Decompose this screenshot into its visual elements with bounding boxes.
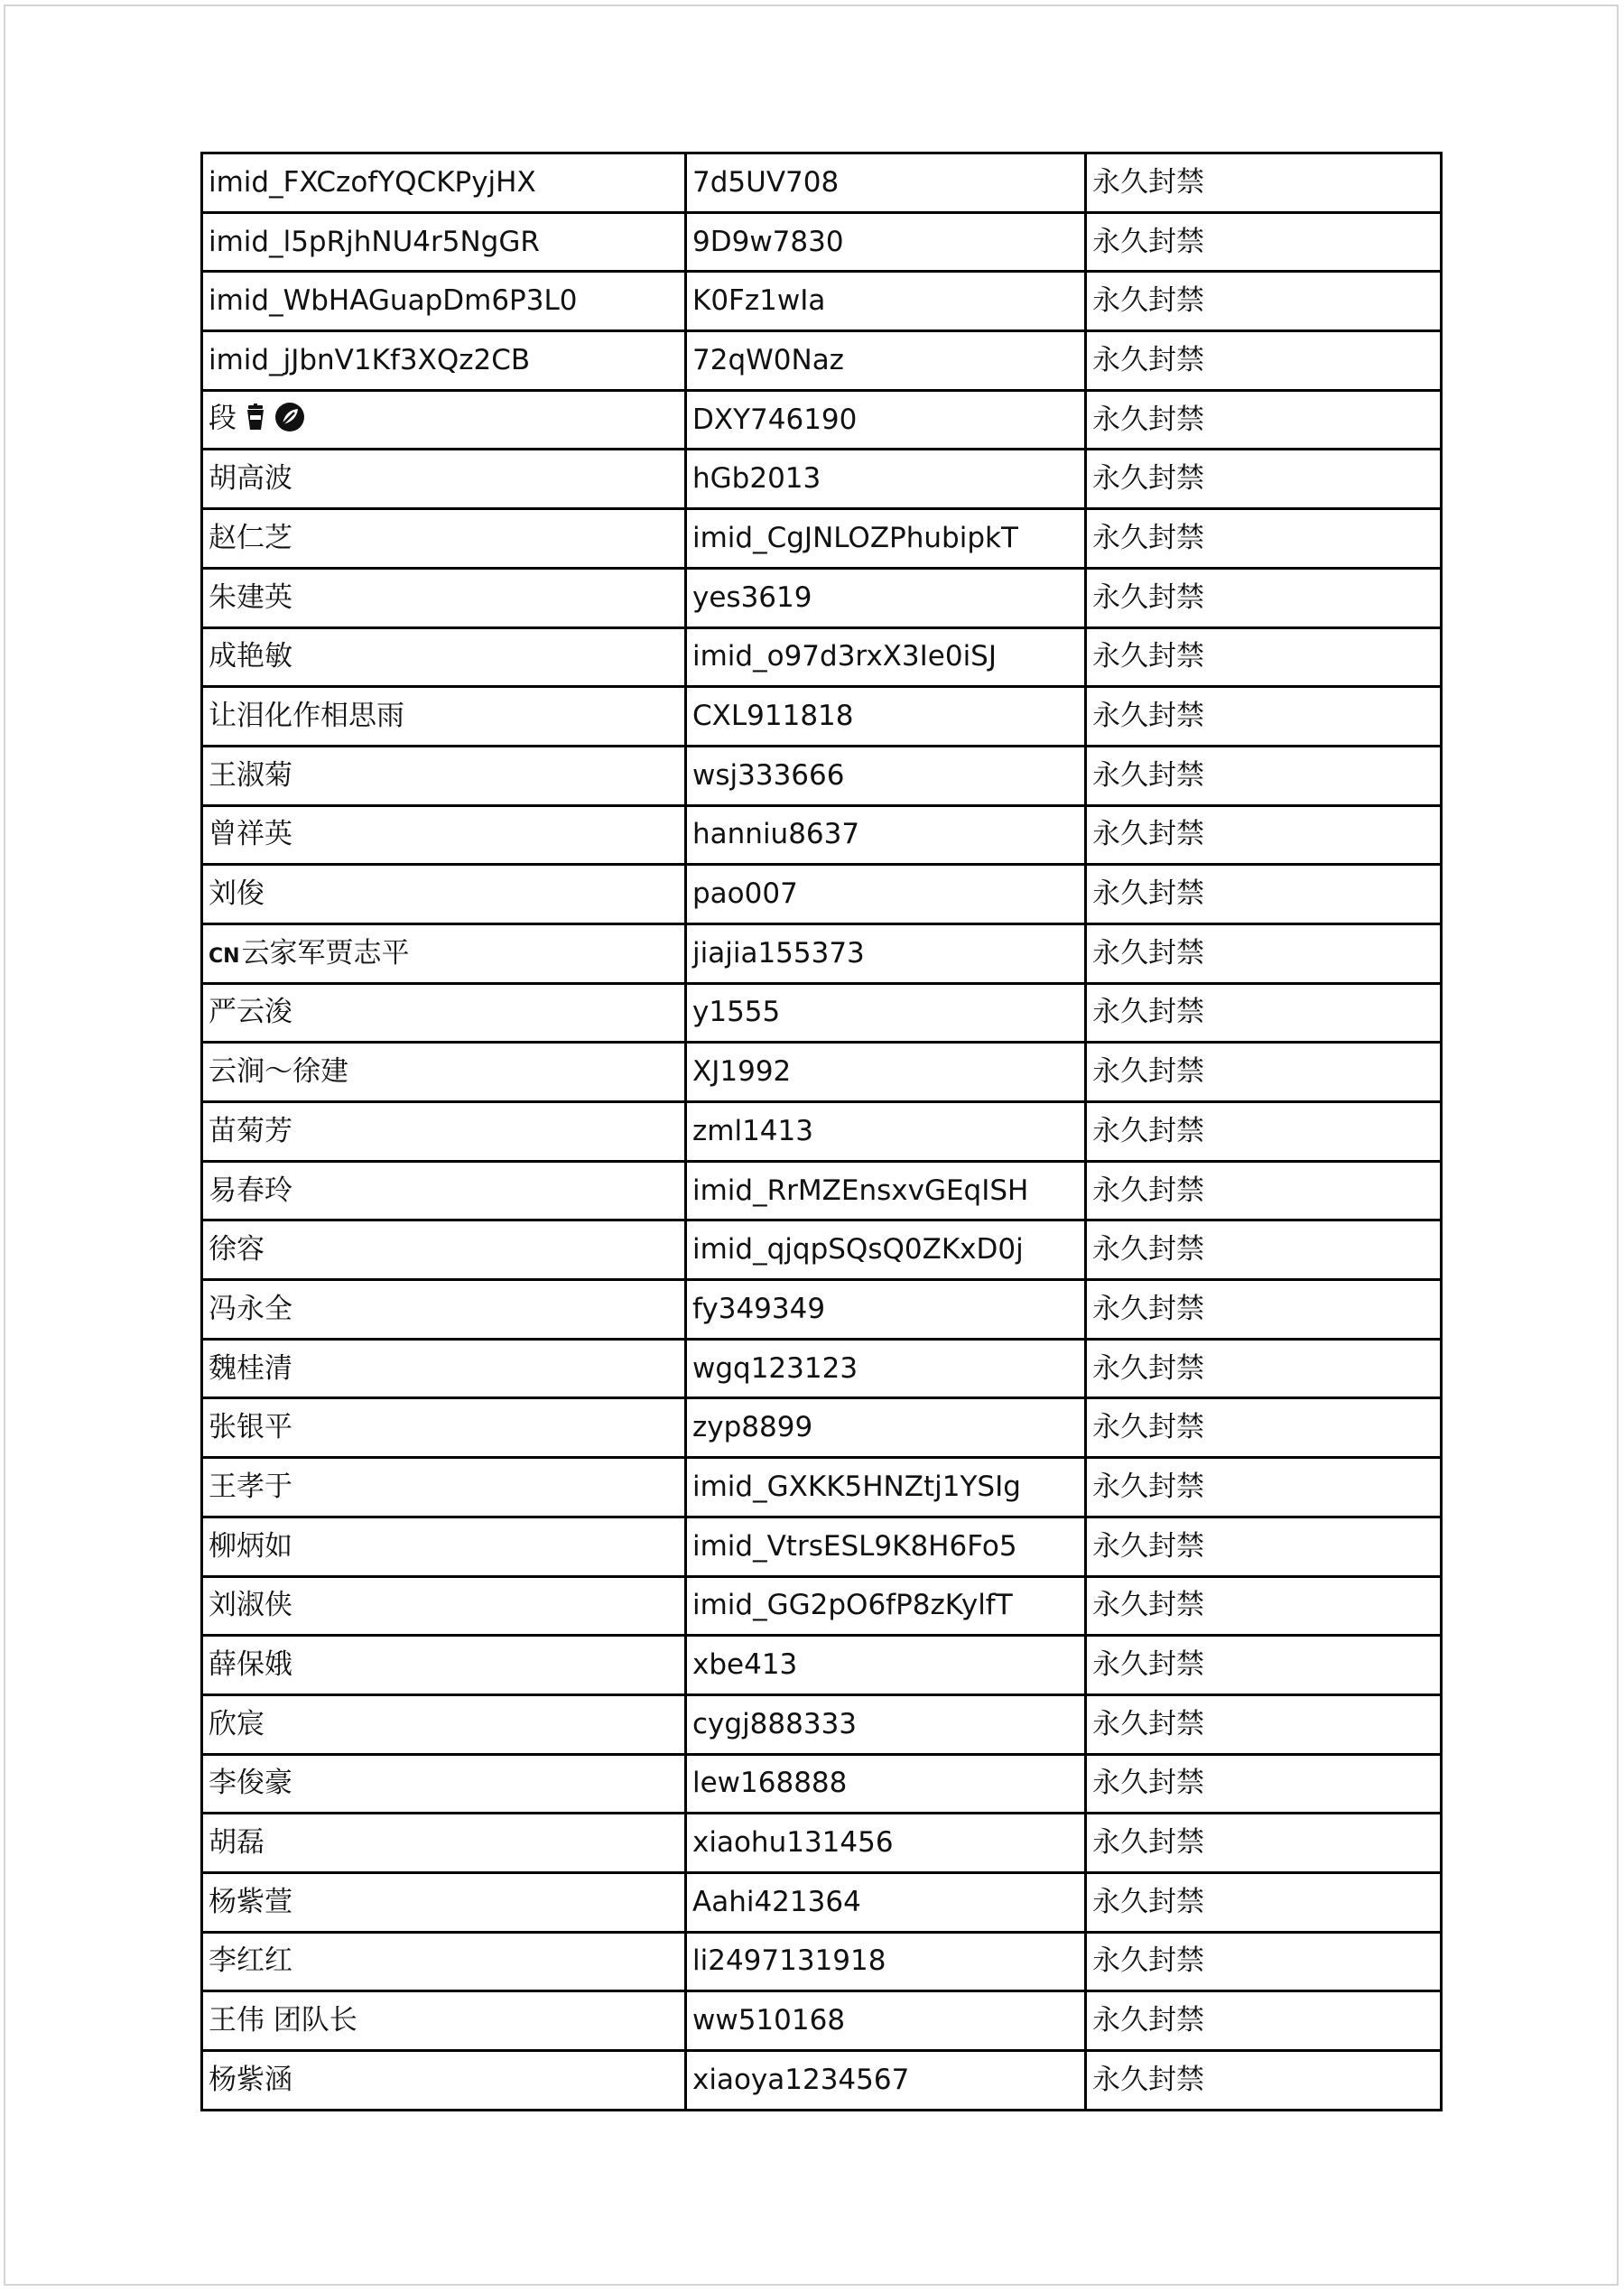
status-cell [1086, 1517, 1442, 1576]
account-cell [686, 1636, 1086, 1695]
nickname-text: 薛保娥 [209, 1648, 292, 1682]
status-text: 永久封禁 [1092, 877, 1204, 911]
nickname-text: 苗菊芳 [209, 1114, 292, 1147]
account-cell [686, 1991, 1086, 2051]
status-cell [1086, 1991, 1442, 2051]
nickname-cell [202, 568, 686, 627]
table-row [202, 1932, 1442, 1991]
nickname-cell [202, 1872, 686, 1932]
account-text: jiajia155373 [692, 936, 865, 970]
account-text: ww510168 [692, 2004, 846, 2037]
account-text: imid_RrMZEnsxvGEqISH [692, 1174, 1029, 1207]
account-cell [686, 1576, 1086, 1636]
account-cell [686, 509, 1086, 569]
table-row [202, 1636, 1442, 1695]
nickname-text: 云涧～徐建 [209, 1055, 348, 1089]
account-text: zml1413 [692, 1114, 813, 1147]
status-cell [1086, 1043, 1442, 1102]
status-cell [1086, 450, 1442, 509]
table-body [202, 153, 1442, 2111]
nickname-cell [202, 1043, 686, 1102]
account-text: li2497131918 [692, 1944, 886, 1978]
status-text: 永久封禁 [1092, 936, 1204, 970]
status-text: 永久封禁 [1092, 640, 1204, 673]
status-text: 永久封禁 [1092, 1233, 1204, 1267]
nickname-cell [202, 1694, 686, 1754]
status-cell [1086, 212, 1442, 272]
status-cell [1086, 627, 1442, 687]
nickname-cell [202, 983, 686, 1043]
status-text: 永久封禁 [1092, 1114, 1204, 1147]
status-text: 永久封禁 [1092, 700, 1204, 733]
account-text: imid_qjqpSQsQ0ZKxD0j [692, 1233, 1024, 1267]
nickname-text: imid_l5pRjhNU4r5NgGR [209, 225, 540, 258]
account-cell [686, 1872, 1086, 1932]
nickname-cell [202, 1458, 686, 1517]
table-row [202, 1517, 1442, 1576]
table-row [202, 1102, 1442, 1162]
account-text: K0Fz1wIa [692, 284, 826, 318]
nickname-cell [202, 272, 686, 331]
status-cell [1086, 1220, 1442, 1280]
account-cell [686, 1043, 1086, 1102]
status-text: 永久封禁 [1092, 818, 1204, 851]
nickname-text: 柳炳如 [209, 1529, 292, 1563]
table-row [202, 390, 1442, 450]
nickname-cell [202, 331, 686, 391]
status-text: 永久封禁 [1092, 2063, 1204, 2096]
nickname-cell [202, 805, 686, 865]
status-text: 永久封禁 [1092, 1648, 1204, 1682]
status-text: 永久封禁 [1092, 1470, 1204, 1503]
nickname-text: 赵仁芝 [209, 521, 292, 554]
account-text: imid_GXKK5HNZtj1YSIg [692, 1470, 1021, 1503]
status-text: 永久封禁 [1092, 758, 1204, 792]
status-text: 永久封禁 [1092, 1055, 1204, 1089]
account-text: fy349349 [692, 1292, 826, 1325]
nickname-cell [202, 450, 686, 509]
nickname-cell [202, 865, 686, 924]
cup-icon [244, 404, 267, 436]
status-text: 永久封禁 [1092, 2004, 1204, 2037]
nickname-text: 严云浚 [209, 996, 292, 1029]
account-cell [686, 1280, 1086, 1340]
nickname-text: 易春玲 [209, 1174, 292, 1207]
account-text: imid_GG2pO6fP8zKylfT [692, 1589, 1013, 1622]
nickname-text: 徐容 [209, 1233, 264, 1267]
table-row [202, 272, 1442, 331]
account-text: hanniu8637 [692, 818, 860, 851]
table-row [202, 1814, 1442, 1873]
status-text: 永久封禁 [1092, 225, 1204, 258]
nickname-text: 让泪化作相思雨 [209, 700, 404, 733]
account-cell [686, 1694, 1086, 1754]
status-text: 永久封禁 [1092, 1411, 1204, 1444]
nickname-cell [202, 1814, 686, 1873]
account-text: zyp8899 [692, 1411, 813, 1444]
account-cell [686, 746, 1086, 805]
status-cell [1086, 865, 1442, 924]
account-cell [686, 1814, 1086, 1873]
status-text: 永久封禁 [1092, 1944, 1204, 1978]
nickname-cell [202, 153, 686, 213]
nickname-text: imid_WbHAGuapDm6P3L0 [209, 284, 578, 318]
account-cell [686, 331, 1086, 391]
status-cell [1086, 2051, 1442, 2111]
status-text: 永久封禁 [1092, 403, 1204, 436]
account-text: 9D9w7830 [692, 225, 844, 258]
account-text: wgq123123 [692, 1351, 858, 1385]
status-text: 永久封禁 [1092, 1707, 1204, 1740]
nickname-cell [202, 1398, 686, 1458]
account-cell [686, 1339, 1086, 1398]
account-text: hGb2013 [692, 462, 821, 496]
status-text: 永久封禁 [1092, 1351, 1204, 1385]
nickname-text: 段 [209, 402, 237, 435]
table-row [202, 805, 1442, 865]
account-text: xbe413 [692, 1648, 798, 1682]
status-cell [1086, 390, 1442, 450]
status-cell [1086, 509, 1442, 569]
account-text: XJ1992 [692, 1055, 792, 1089]
account-text: y1555 [692, 996, 781, 1029]
nickname-text: 刘淑侠 [209, 1589, 292, 1622]
nickname-text: 冯永全 [209, 1292, 292, 1325]
nickname-cell [202, 1161, 686, 1220]
nickname-text: 胡高波 [209, 462, 292, 496]
table-row [202, 983, 1442, 1043]
nickname-cell [202, 1102, 686, 1162]
account-text: imid_o97d3rxX3Ie0iSJ [692, 640, 998, 673]
status-text: 永久封禁 [1092, 284, 1204, 318]
account-cell [686, 2051, 1086, 2111]
status-text: 永久封禁 [1092, 1292, 1204, 1325]
status-text: 永久封禁 [1092, 580, 1204, 614]
nickname-text: 曾祥英 [209, 818, 292, 851]
account-text: DXY746190 [692, 403, 858, 436]
nickname-text: 王淑菊 [209, 758, 292, 792]
nickname-text: 成艳敏 [209, 640, 292, 673]
status-text: 永久封禁 [1092, 521, 1204, 554]
table-row [202, 1220, 1442, 1280]
account-cell [686, 1517, 1086, 1576]
table-row [202, 1991, 1442, 2051]
account-cell [686, 923, 1086, 983]
table-row [202, 1043, 1442, 1102]
table-row [202, 1161, 1442, 1220]
status-cell [1086, 1576, 1442, 1636]
status-cell [1086, 1754, 1442, 1814]
account-cell [686, 272, 1086, 331]
table-row [202, 450, 1442, 509]
nickname-cell [202, 509, 686, 569]
nickname-cell [202, 1991, 686, 2051]
nickname-cell [202, 1932, 686, 1991]
nickname-cell [202, 1339, 686, 1398]
status-cell [1086, 1161, 1442, 1220]
table-row [202, 746, 1442, 805]
status-text: 永久封禁 [1092, 343, 1204, 376]
account-cell [686, 1161, 1086, 1220]
account-text: imid_VtrsESL9K8H6Fo5 [692, 1529, 1017, 1563]
account-cell [686, 1458, 1086, 1517]
account-cell [686, 1102, 1086, 1162]
table-row [202, 212, 1442, 272]
table-row [202, 1694, 1442, 1754]
account-cell [686, 1754, 1086, 1814]
nickname-cell [202, 923, 686, 983]
nickname-cell [202, 1280, 686, 1340]
status-text: 永久封禁 [1092, 1826, 1204, 1860]
status-cell [1086, 1458, 1442, 1517]
account-text: yes3619 [692, 580, 812, 614]
account-cell [686, 627, 1086, 687]
table-row [202, 865, 1442, 924]
table-row [202, 1576, 1442, 1636]
nickname-cell [202, 1754, 686, 1814]
table-row [202, 1754, 1442, 1814]
status-cell [1086, 1872, 1442, 1932]
nickname-cell [202, 1517, 686, 1576]
account-text: 72qW0Naz [692, 343, 844, 376]
table-row [202, 627, 1442, 687]
status-cell [1086, 1694, 1442, 1754]
account-cell [686, 1220, 1086, 1280]
status-cell [1086, 746, 1442, 805]
account-text: wsj333666 [692, 758, 845, 792]
account-cell [686, 687, 1086, 747]
table-row [202, 568, 1442, 627]
status-cell [1086, 687, 1442, 747]
nickname-text: imid_jJbnV1Kf3XQz2CB [209, 343, 531, 376]
account-text: cygj888333 [692, 1707, 858, 1740]
nickname-text: 李红红 [209, 1944, 292, 1978]
nickname-text: 云家军贾志平 [241, 936, 410, 970]
account-cell [686, 153, 1086, 213]
status-text: 永久封禁 [1092, 1589, 1204, 1622]
table-row [202, 923, 1442, 983]
status-cell [1086, 1102, 1442, 1162]
nickname-text: 魏桂清 [209, 1351, 292, 1385]
nickname-text: 杨紫涵 [209, 2063, 292, 2096]
nickname-text: 刘俊 [209, 877, 264, 911]
table-row [202, 1458, 1442, 1517]
table-row [202, 687, 1442, 747]
account-text: lew168888 [692, 1767, 848, 1800]
account-cell [686, 568, 1086, 627]
nickname-cell [202, 1220, 686, 1280]
status-cell [1086, 1398, 1442, 1458]
nickname-text: 王伟 团队长 [209, 2004, 357, 2037]
status-cell [1086, 983, 1442, 1043]
account-cell [686, 805, 1086, 865]
table-row [202, 1398, 1442, 1458]
status-text: 永久封禁 [1092, 462, 1204, 496]
status-cell [1086, 272, 1442, 331]
nickname-text: 胡磊 [209, 1826, 264, 1860]
account-cell [686, 390, 1086, 450]
status-text: 永久封禁 [1092, 1529, 1204, 1563]
status-cell [1086, 153, 1442, 213]
table-row [202, 1339, 1442, 1398]
account-cell [686, 983, 1086, 1043]
account-text: imid_CgJNLOZPhubipkT [692, 521, 1018, 554]
status-cell [1086, 331, 1442, 391]
status-cell [1086, 568, 1442, 627]
leaf-icon [274, 402, 305, 438]
nickname-cell [202, 746, 686, 805]
account-cell [686, 1932, 1086, 1991]
cn-prefix-text: CN [209, 944, 240, 968]
nickname-cell [202, 2051, 686, 2111]
status-cell [1086, 1636, 1442, 1695]
nickname-cell [202, 1576, 686, 1636]
nickname-cell [202, 390, 686, 450]
account-text: xiaoya1234567 [692, 2063, 910, 2096]
nickname-text: 欣宸 [209, 1707, 264, 1740]
nickname-text: 王孝于 [209, 1470, 292, 1503]
status-cell [1086, 923, 1442, 983]
account-text: xiaohu131456 [692, 1826, 894, 1860]
table-row [202, 1280, 1442, 1340]
account-cell [686, 212, 1086, 272]
table-row [202, 509, 1442, 569]
table-row [202, 331, 1442, 391]
nickname-text: 朱建英 [209, 580, 292, 614]
ban-list-table [200, 152, 1443, 2111]
account-text: Aahi421364 [692, 1885, 861, 1918]
nickname-cell [202, 627, 686, 687]
status-text: 永久封禁 [1092, 1767, 1204, 1800]
account-cell [686, 865, 1086, 924]
nickname-cell [202, 212, 686, 272]
status-cell [1086, 1932, 1442, 1991]
status-text: 永久封禁 [1092, 996, 1204, 1029]
status-text: 永久封禁 [1092, 1174, 1204, 1207]
status-cell [1086, 1339, 1442, 1398]
status-text: 永久封禁 [1092, 165, 1204, 199]
table-row [202, 153, 1442, 213]
nickname-text: 张银平 [209, 1411, 292, 1444]
account-cell [686, 450, 1086, 509]
nickname-text: 李俊豪 [209, 1767, 292, 1800]
status-cell [1086, 805, 1442, 865]
nickname-text: 杨紫萱 [209, 1885, 292, 1918]
status-cell [1086, 1814, 1442, 1873]
nickname-cell [202, 687, 686, 747]
nickname-text: imid_FXCzofYQCKPyjHX [209, 165, 536, 199]
account-text: 7d5UV708 [692, 165, 840, 199]
account-text: CXL911818 [692, 700, 854, 733]
table-row [202, 1872, 1442, 1932]
account-text: pao007 [692, 877, 798, 911]
nickname-cell [202, 1636, 686, 1695]
account-cell [686, 1398, 1086, 1458]
status-text: 永久封禁 [1092, 1885, 1204, 1918]
status-cell [1086, 1280, 1442, 1340]
table-row [202, 2051, 1442, 2111]
